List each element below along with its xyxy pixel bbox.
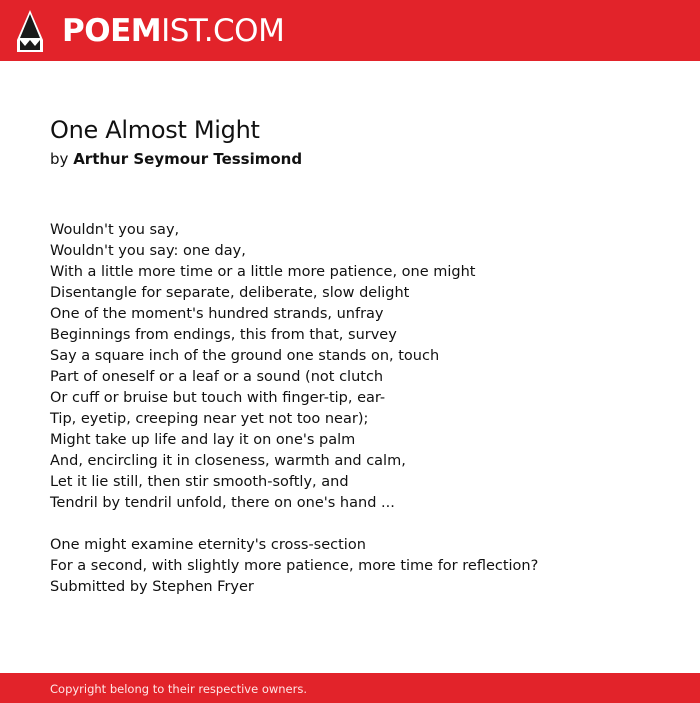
stanza-break (50, 514, 538, 535)
brand-light: IST.COM (161, 13, 285, 49)
poem-line: For a second, with slightly more patience, more time for reflection? (50, 558, 539, 574)
brand-bold: POEM (62, 13, 162, 49)
poem-line: Part of oneself or a leaf or a sound (not clutch (50, 369, 384, 385)
poem-line: Say a square inch of the ground one stands on, touch (50, 348, 440, 364)
copyright-text: Copyright belong to their respective owners. (50, 682, 308, 696)
poem-line: And, encircling it in closeness, warmth and calm, (50, 453, 406, 469)
poem-line: Disentangle for separate, deliberate, slow delight (50, 285, 410, 301)
site-logo-text[interactable] (62, 12, 284, 50)
poem-line: Wouldn't you say, (50, 222, 180, 238)
poem-title: One Almost Might (50, 116, 260, 144)
submitted-by: Submitted by Stephen Fryer (50, 579, 254, 595)
poem-line: Beginnings from endings, this from that, survey (50, 327, 397, 343)
poem-body (50, 220, 538, 598)
site-footer (0, 673, 700, 703)
site-header (0, 0, 700, 61)
poem-line: One of the moment's hundred strands, unfray (50, 306, 384, 322)
pencil-tip-icon[interactable] (17, 10, 43, 52)
poem-line: With a little more time or a little more patience, one might (50, 264, 476, 280)
byline (50, 150, 302, 168)
poem-line: Might take up life and lay it on one's palm (50, 432, 356, 448)
poem-line: Wouldn't you say: one day, (50, 243, 246, 259)
poem-line: One might examine eternity's cross-section (50, 537, 366, 553)
poem-line: Tendril by tendril unfold, there on one's hand ... (50, 495, 395, 511)
author-link[interactable]: Arthur Seymour Tessimond (73, 150, 303, 168)
poem-line: Or cuff or bruise but touch with finger-tip, ear- (50, 390, 386, 406)
poem-line: Tip, eyetip, creeping near yet not too near); (50, 411, 369, 427)
by-label: by (50, 150, 69, 168)
poem-line: Let it lie still, then stir smooth-softly, and (50, 474, 349, 490)
